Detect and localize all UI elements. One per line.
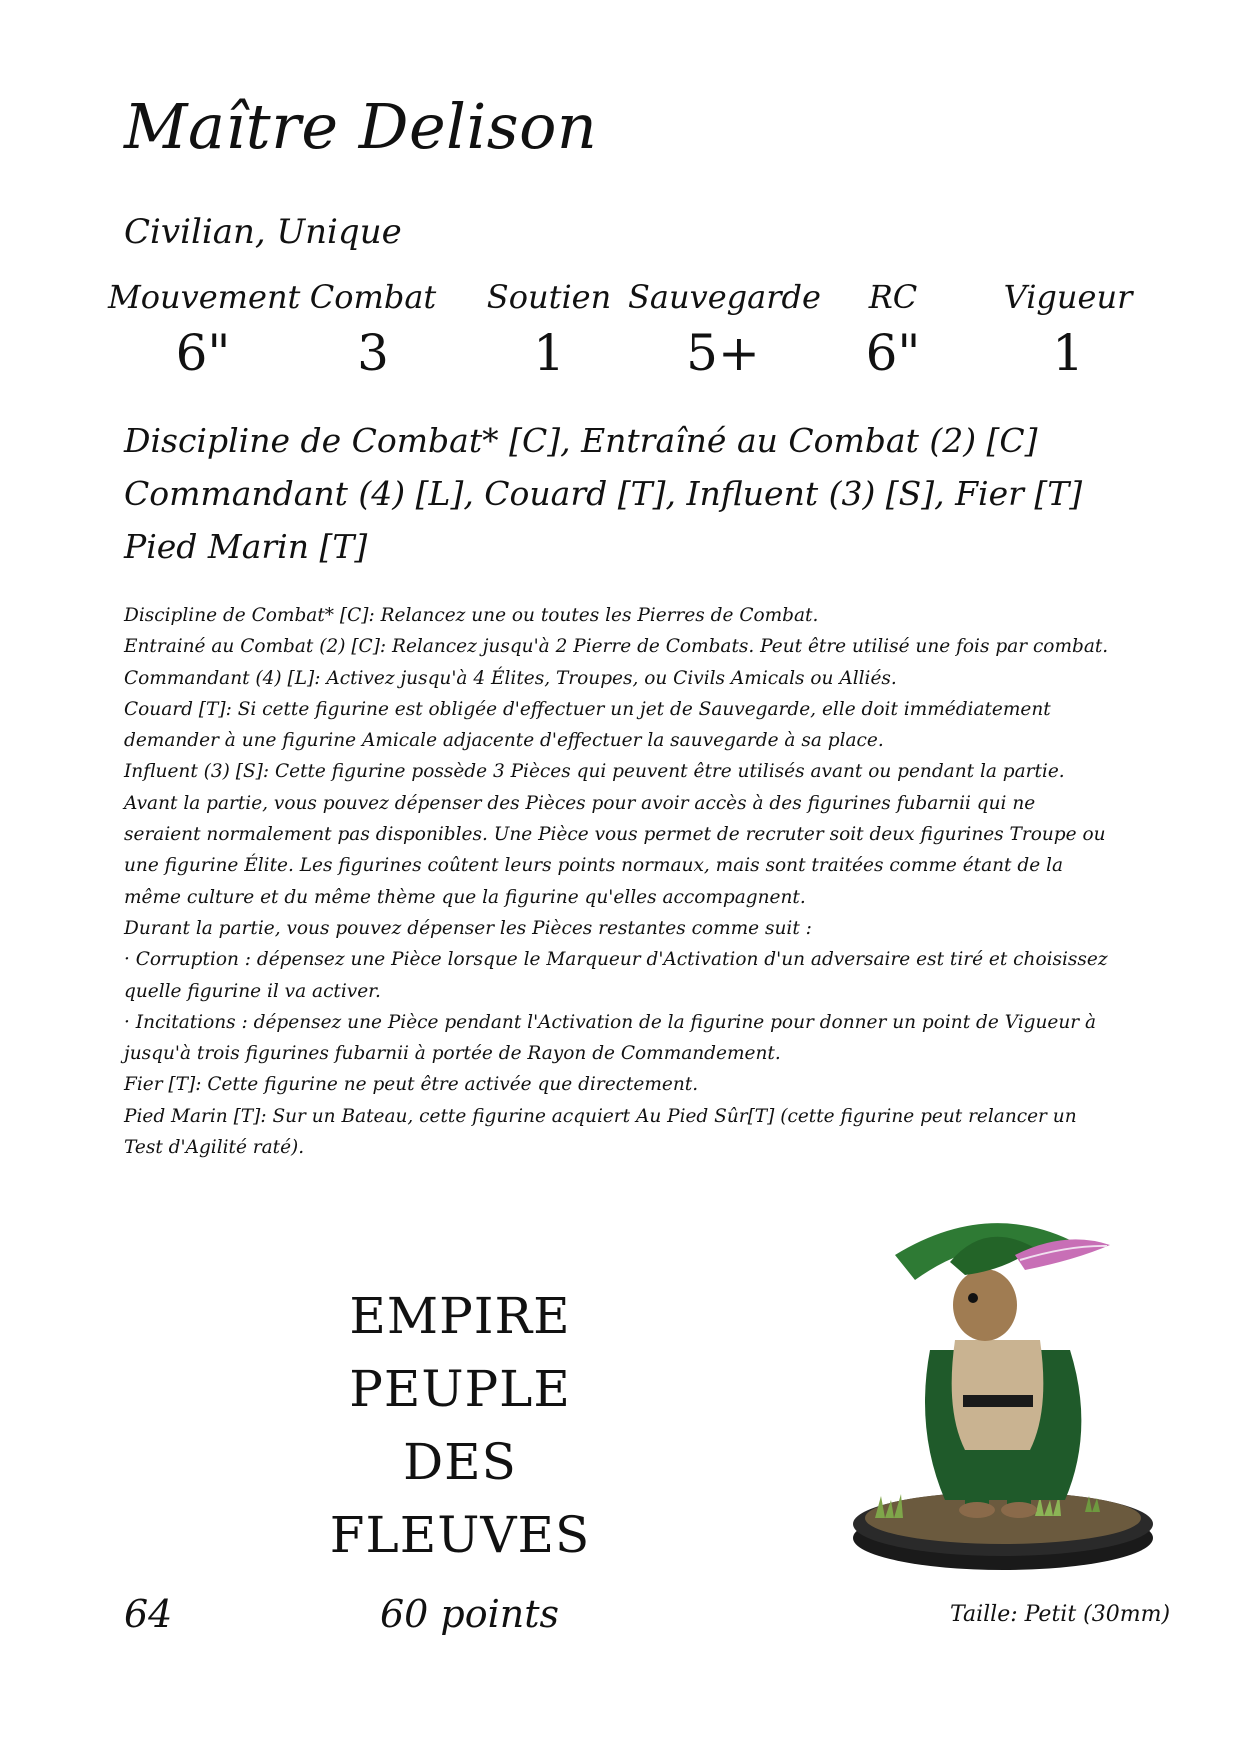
rule-paragraph: Pied Marin [T]: Sur un Bateau, cette figurine acquiert Au Pied Sûr[T] (cette figurine peut relancer un Test d'Agilité raté).	[124, 1105, 1077, 1159]
stat-label: Combat	[309, 278, 437, 316]
rule-paragraph: Couard [T]: Si cette figurine est obligée d'effectuer un jet de Sauvegarde, elle doit immédiatement demander à une figurine Amicale adjacente d'effectuer la sauvegarde à sa place.	[124, 698, 1051, 752]
rule-paragraph: Avant la partie, vous pouvez dépenser des Pièces pour avoir accès à des figurines fubarnii qui ne seraient normalement pas disponibles. Une Pièce vous permet de recruter soit deux figurines Troupe ou une figurine Élite. Les figurines coûtent leurs points normaux, mais sont traitées comme étant de la même culture et du même thème que la figurine qu'elles accompagnent.	[124, 792, 1106, 908]
points-cost: 60 points	[380, 1592, 560, 1636]
stat-save	[628, 278, 821, 382]
stat-value: 1	[1052, 324, 1084, 382]
stat-support	[454, 278, 644, 382]
base-size: Taille: Petit (30mm)	[950, 1602, 1171, 1627]
rule-paragraph: · Incitations : dépensez une Pièce pendant l'Activation de la figurine pour donner un point de Vigueur à jusqu'à trois figurines fubarnii à portée de Rayon de Commandement.	[124, 1011, 1097, 1065]
stat-value: 3	[357, 324, 389, 382]
stat-label: Soutien	[486, 278, 612, 316]
faction-line: FLEUVES	[329, 1506, 591, 1564]
traits-line: Commandant (4) [L], Couard [T], Influent (3) [S], Fier [T]	[124, 474, 1083, 513]
stat-line	[108, 278, 1168, 398]
stat-value: 5+	[686, 324, 760, 382]
stat-value: 6"	[175, 324, 231, 382]
stat-value: 1	[533, 324, 565, 382]
rule-paragraph: Durant la partie, vous pouvez dépenser les Pièces restantes comme suit :	[124, 917, 812, 939]
rule-paragraph: · Corruption : dépensez une Pièce lorsque le Marqueur d'Activation d'un adversaire est tiré et choisissez quelle figurine il va activer.	[124, 949, 1108, 1002]
unit-keywords: Civilian, Unique	[124, 212, 402, 252]
faction-name	[320, 1280, 600, 1572]
stat-combat	[278, 278, 468, 382]
traits-line: Pied Marin [T]	[124, 527, 368, 566]
stat-command-range	[798, 278, 988, 382]
stat-label: Sauvegarde	[628, 278, 821, 316]
faction-line: DES	[403, 1433, 517, 1491]
stat-label: RC	[868, 278, 918, 316]
rule-paragraph: Fier [T]: Cette figurine ne peut être activée que directement.	[124, 1074, 699, 1096]
miniature-photo	[835, 1200, 1165, 1580]
page-number: 64	[124, 1592, 173, 1636]
stat-vigor	[973, 278, 1163, 382]
stat-value: 6"	[865, 324, 921, 382]
stat-label: Vigueur	[1003, 278, 1133, 316]
traits-list	[124, 414, 1082, 573]
faction-line: EMPIRE	[349, 1287, 571, 1345]
rule-paragraph: Discipline de Combat* [C]: Relancez une ou toutes les Pierres de Combat.	[124, 605, 819, 626]
rule-paragraph: Entrainé au Combat (2) [C]: Relancez jusqu'à 2 Pierre de Combats. Peut être utilisé une fois par combat.	[124, 636, 1109, 658]
rule-paragraph: Commandant (4) [L]: Activez jusqu'à 4 Élites, Troupes, ou Civils Amicals ou Alliés.	[124, 667, 897, 689]
traits-line: Discipline de Combat* [C], Entraîné au Combat (2) [C]	[124, 421, 1038, 460]
rules-text	[124, 600, 1114, 1163]
stat-movement	[108, 278, 301, 382]
stat-label: Mouvement	[108, 278, 301, 316]
page-title: Maître Delison	[124, 90, 598, 163]
faction-line: PEUPLE	[349, 1360, 571, 1418]
rule-paragraph: Influent (3) [S]: Cette figurine possède 3 Pièces qui peuvent être utilisés avant ou pendant la partie.	[124, 761, 1065, 783]
